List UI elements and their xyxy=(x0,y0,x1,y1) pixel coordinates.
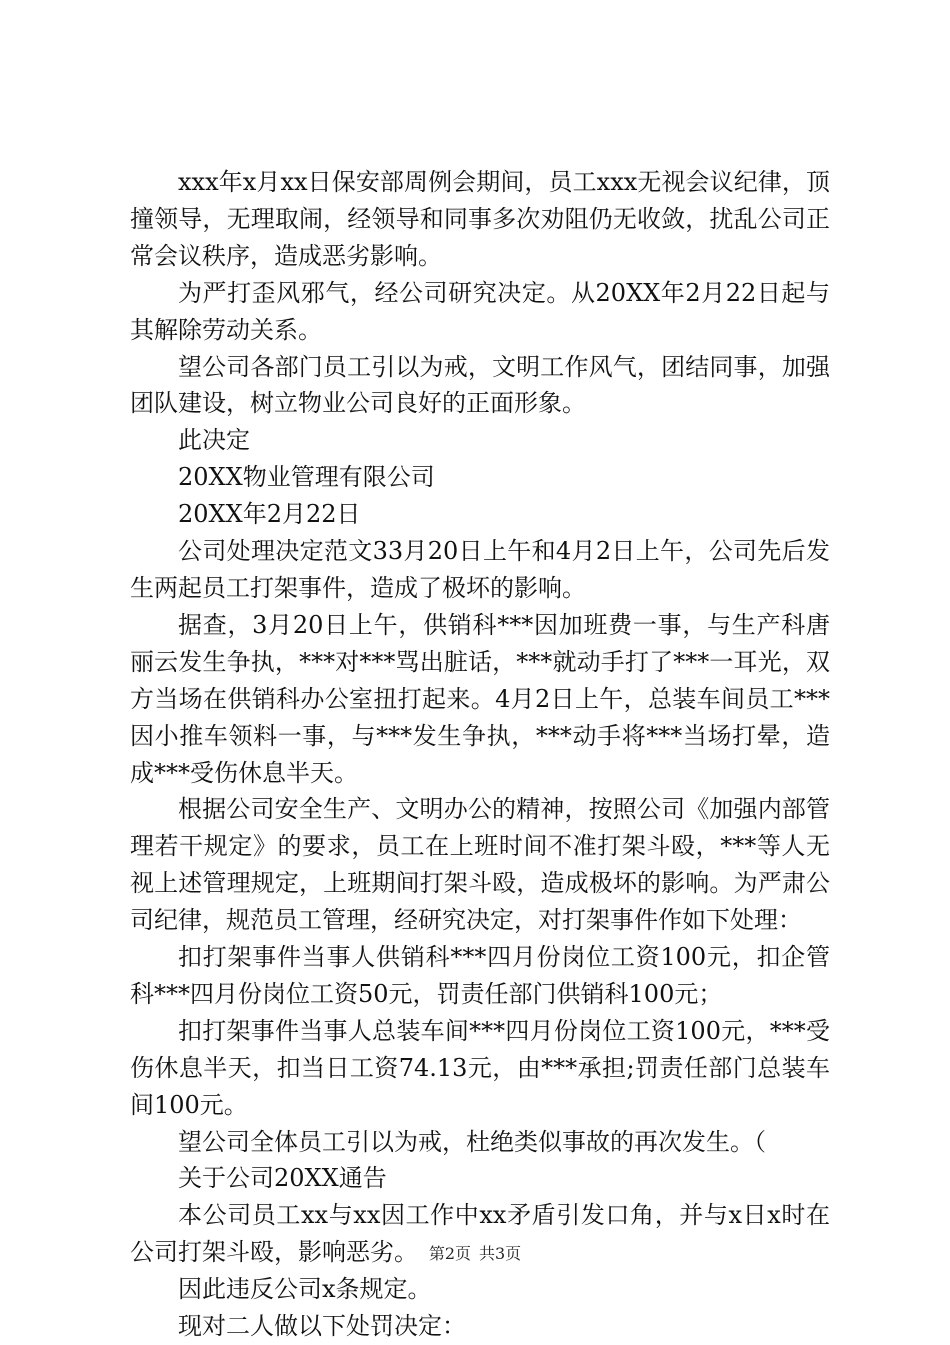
paragraph: 望公司各部门员工引以为戒，文明工作风气，团结同事，加强团队建设，树立物业公司良好的正面形象。 xyxy=(130,352,830,418)
paragraph: 据查，3月20日上午，供销科***因加班费一事，与生产科唐丽云发生争执，***对***骂出脏话，***就动手打了***一耳光，双方当场在供销科办公室扭打起来。4月2日上午，总装车间员工***因小推车领料一事，与***发生争执，***动手将***当场打晕，造成***受伤休息半天。 xyxy=(130,610,830,787)
paragraph: 公司处理决定范文33月20日上午和4月2日上午，公司先后发生两起员工打架事件，造成了极坏的影响。 xyxy=(130,537,830,602)
paragraph: 因此违反公司x条规定。 xyxy=(178,1275,432,1304)
closing-line: 此决定 xyxy=(178,426,250,455)
page-number: 第2页 xyxy=(428,1244,471,1263)
notice-title: 关于公司20XX通告 xyxy=(178,1164,387,1193)
paragraph: 扣打架事件当事人总装车间***四月份岗位工资100元，***受伤休息半天，扣当日工资74.13元，由***承担;罚责任部门总装车间100元。 xyxy=(130,1016,830,1119)
signature-date: 20XX年2月22日 xyxy=(178,500,361,529)
paragraph: 为严打歪风邪气，经公司研究决定。从20XX年2月22日起与其解除劳动关系。 xyxy=(130,278,830,344)
paragraph: 根据公司安全生产、文明办公的精神，按照公司《加强内部管理若干规定》的要求，员工在上班时间不准打架斗殴，***等人无视上述管理规定，上班期间打架斗殴，造成极坏的影响。为严肃公司纪律，规范员工管理，经研究决定，对打架事件作如下处理： xyxy=(130,795,830,935)
company-signature: 20XX物业管理有限公司 xyxy=(178,463,435,492)
paragraph: 现对二人做以下处罚决定： xyxy=(178,1312,466,1341)
page-footer xyxy=(0,1244,950,1264)
paragraph: 望公司全体员工引以为戒，杜绝类似事故的再次发生。（ xyxy=(178,1127,766,1156)
paragraph: 本公司员工xx与xx因工作中xx矛盾引发口角，并与x日x时在公司打架斗殴，影响恶劣。 xyxy=(130,1201,830,1267)
paragraph: xxx年x月xx日保安部周例会期间，员工xxx无视会议纪律，顶撞领导，无理取闹，经领导和同事多次劝阻仍无收敛，扰乱公司正常会议秩序，造成恶劣影响。 xyxy=(130,168,830,270)
document-body xyxy=(130,164,830,1345)
page-total: 共3页 xyxy=(479,1244,522,1263)
paragraph: 扣打架事件当事人供销科***四月份岗位工资100元，扣企管科***四月份岗位工资50元，罚责任部门供销科100元； xyxy=(130,943,830,1008)
